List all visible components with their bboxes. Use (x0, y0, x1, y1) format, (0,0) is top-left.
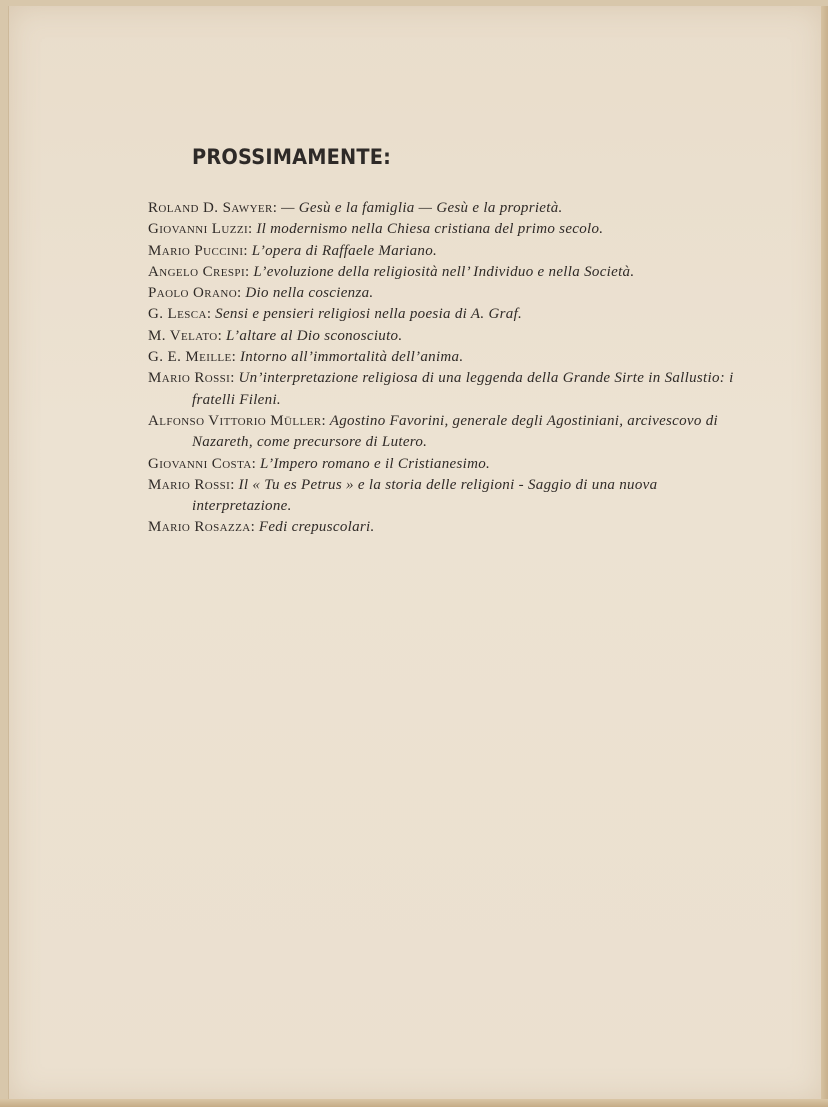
list-item (148, 198, 736, 219)
entry-author: Giovanni Luzzi: (148, 221, 253, 238)
list-item (148, 517, 736, 538)
entry-author: Roland D. Sawyer: (148, 200, 278, 216)
entry-title: Il modernismo nella Chiesa cristiana del primo secolo. (256, 221, 604, 238)
entry-author: Alfonso Vittorio Müller: (148, 412, 327, 429)
list-item (148, 283, 736, 304)
entry-author: Paolo Orano: (148, 285, 242, 302)
entry-title: Fedi crepuscolari. (258, 519, 375, 536)
entry-title: Dio nella coscienza. (245, 285, 374, 302)
list-item (148, 454, 736, 475)
list-item (148, 304, 736, 325)
list-item (148, 262, 736, 283)
entry-author: Mario Puccini: (148, 242, 248, 259)
entry-title: Il « Tu es Petrus » e la storia delle religioni - Saggio di una nuova interpretazione. (192, 476, 658, 515)
page-heading: PROSSIMAMENTE: (192, 145, 392, 169)
page-edge-right (821, 6, 828, 1100)
entry-author: Mario Rossi: (148, 476, 235, 493)
page-sheet (8, 6, 823, 1100)
page-edge-bottom (0, 1099, 828, 1107)
entry-title: L’evoluzione della religiosità nell’ Individuo e nella Società. (253, 263, 635, 280)
entry-title: Un’interpretazione religiosa di una leggenda della Grande Sirte in Sallustio: i fratelli Fileni. (192, 370, 734, 408)
entry-title: L’altare al Dio sconosciuto. (225, 327, 403, 344)
entry-title: — Gesù e la famiglia — Gesù e la proprietà. (281, 200, 563, 216)
entry-author: Mario Rossi: (148, 370, 235, 387)
list-item (148, 368, 736, 411)
entry-title: L’Impero romano e il Cristianesimo. (259, 455, 491, 472)
list-item (148, 411, 736, 454)
entry-author: Angelo Crespi: (148, 263, 250, 280)
forthcoming-list (148, 198, 736, 539)
entry-author: Mario Rosazza: (148, 519, 256, 536)
entry-title: L’opera di Raffaele Mariano. (251, 242, 438, 259)
entry-title: Agostino Favorini, generale degli Agostiniani, arcivescovo di Nazareth, come precursore di Lutero. (192, 412, 719, 451)
entry-title: Intorno all’immortalità dell’anima. (240, 349, 464, 366)
list-item (148, 347, 736, 368)
list-item (148, 326, 736, 347)
entry-author: G. Lesca: (148, 306, 212, 323)
entry-author: M. Velato: (148, 327, 223, 344)
list-item (148, 219, 736, 240)
entry-author: G. E. Meille: (148, 349, 237, 366)
entry-title: Sensi e pensieri religiosi nella poesia di A. Graf. (215, 306, 523, 323)
list-item (148, 241, 736, 262)
entry-author: Giovanni Costa: (148, 455, 257, 472)
list-item (148, 475, 736, 518)
